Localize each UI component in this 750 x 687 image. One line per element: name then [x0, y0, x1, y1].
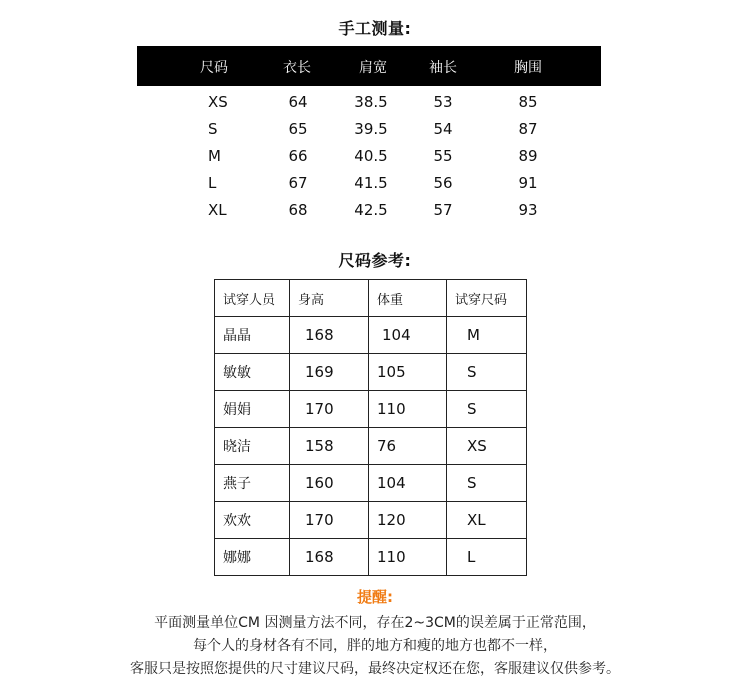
sleeve-cell: 57: [433, 201, 453, 219]
measurement-title: 手工测量:: [338, 19, 412, 38]
tester-name: 晓洁: [215, 428, 290, 465]
chest-cell: 87: [518, 120, 538, 138]
height-cell: 168: [290, 539, 369, 576]
weight-cell: 110: [369, 391, 447, 428]
height-cell: 168: [290, 317, 369, 354]
reference-row: [215, 502, 527, 539]
chest-cell: 89: [518, 147, 538, 165]
height-cell: 170: [290, 502, 369, 539]
length-cell: 64: [288, 93, 308, 111]
reference-row: [215, 539, 527, 576]
reference-row: [215, 428, 527, 465]
header-shoulder: 肩宽: [359, 60, 387, 76]
measurement-table-header: [137, 46, 601, 86]
notice-line: 客服只是按照您提供的尺寸建议尺码，最终决定权还在您，客服建议仅供参考。: [130, 661, 620, 677]
tried-size-cell: S: [447, 354, 527, 391]
tried-size-cell: S: [447, 391, 527, 428]
tried-size-cell: XS: [447, 428, 527, 465]
size-cell: M: [208, 147, 221, 165]
header-weight: 体重: [369, 280, 447, 317]
tester-name: 欢欢: [215, 502, 290, 539]
weight-cell: 104: [369, 465, 447, 502]
chest-cell: 93: [518, 201, 538, 219]
height-cell: 170: [290, 391, 369, 428]
notice-title: 提醒:: [357, 588, 393, 606]
measurement-row: [137, 174, 601, 198]
notice-line: 每个人的身材各有不同，胖的地方和瘦的地方也都不一样，: [193, 638, 557, 654]
reference-row: [215, 317, 527, 354]
length-cell: 65: [288, 120, 308, 138]
length-cell: 66: [288, 147, 308, 165]
shoulder-cell: 42.5: [354, 201, 388, 219]
header-tried-size: 试穿尺码: [447, 280, 527, 317]
measurement-row: [137, 93, 601, 117]
shoulder-cell: 40.5: [354, 147, 388, 165]
tried-size-cell: L: [447, 539, 527, 576]
header-sleeve: 袖长: [429, 60, 457, 76]
tester-name: 晶晶: [215, 317, 290, 354]
tester-name: 燕子: [215, 465, 290, 502]
size-cell: XL: [208, 201, 227, 219]
header-length: 衣长: [283, 60, 311, 76]
tried-size-cell: S: [447, 465, 527, 502]
header-tester: 试穿人员: [215, 280, 290, 317]
size-cell: XS: [208, 93, 228, 111]
tried-size-cell: M: [447, 317, 527, 354]
reference-row: [215, 354, 527, 391]
tester-name: 娟娟: [215, 391, 290, 428]
reference-row: [215, 465, 527, 502]
tester-name: 敏敏: [215, 354, 290, 391]
reference-header-row: [215, 280, 527, 317]
weight-cell: 104: [369, 317, 447, 354]
weight-cell: 120: [369, 502, 447, 539]
height-cell: 158: [290, 428, 369, 465]
shoulder-cell: 39.5: [354, 120, 388, 138]
measurement-row: [137, 147, 601, 171]
size-reference-table: [214, 279, 527, 576]
measurement-row: [137, 120, 601, 144]
height-cell: 169: [290, 354, 369, 391]
weight-cell: 105: [369, 354, 447, 391]
sleeve-cell: 55: [433, 147, 453, 165]
weight-cell: 76: [369, 428, 447, 465]
sleeve-cell: 53: [433, 93, 453, 111]
sleeve-cell: 56: [433, 174, 453, 192]
tester-name: 娜娜: [215, 539, 290, 576]
header-chest: 胸围: [514, 60, 542, 76]
shoulder-cell: 38.5: [354, 93, 388, 111]
height-cell: 160: [290, 465, 369, 502]
chest-cell: 85: [518, 93, 538, 111]
chest-cell: 91: [518, 174, 538, 192]
tried-size-cell: XL: [447, 502, 527, 539]
size-cell: S: [208, 120, 218, 138]
measurement-row: [137, 201, 601, 225]
shoulder-cell: 41.5: [354, 174, 388, 192]
sleeve-cell: 54: [433, 120, 453, 138]
size-reference-title: 尺码参考:: [338, 251, 412, 270]
header-height: 身高: [290, 280, 369, 317]
length-cell: 68: [288, 201, 308, 219]
reference-row: [215, 391, 527, 428]
size-cell: L: [208, 174, 217, 192]
notice-line: 平面测量单位CM 因测量方法不同，存在2~3CM的误差属于正常范围，: [154, 615, 596, 631]
length-cell: 67: [288, 174, 308, 192]
weight-cell: 110: [369, 539, 447, 576]
header-size: 尺码: [200, 60, 228, 76]
